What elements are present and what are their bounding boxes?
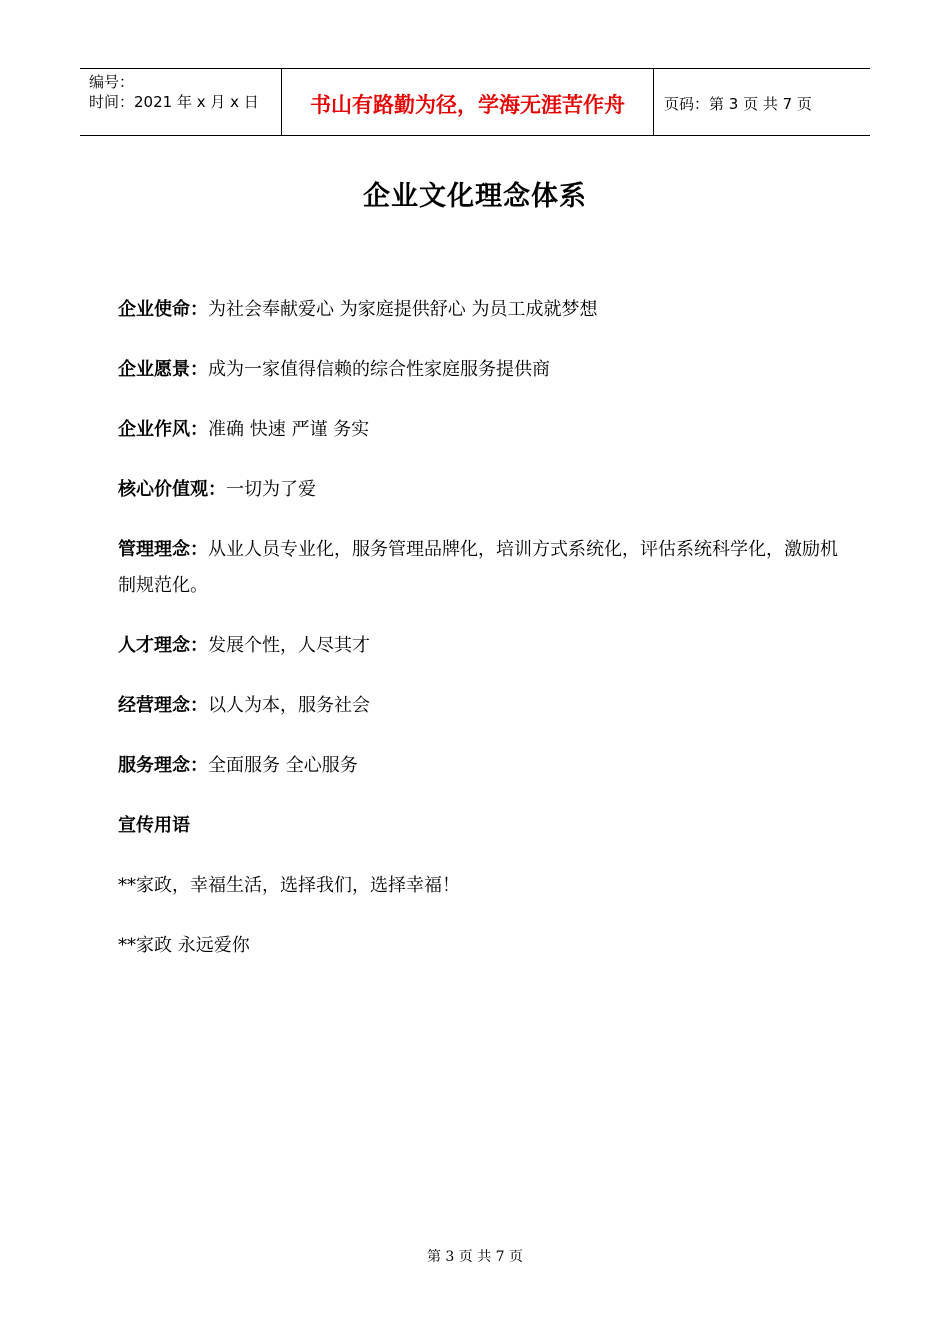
item-style: 企业作风：准确 快速 严谨 务实 [118, 419, 370, 440]
header-meta [80, 69, 281, 135]
date-label: 时间：2021 年 x 月 x 日 [89, 93, 259, 111]
document-body [118, 292, 838, 988]
page-title: 企业文化理念体系 [363, 181, 587, 212]
page-footer: 第 3 页 共 7 页 [426, 1249, 524, 1265]
header-page-cell [654, 69, 870, 135]
item-core-values: 核心价值观：一切为了爱 [118, 479, 316, 500]
item-vision: 企业愿景：成为一家值得信赖的综合性家庭服务提供商 [118, 359, 550, 380]
number-label: 编号： [89, 73, 135, 91]
item-business: 经营理念：以人为本，服务社会 [118, 695, 370, 716]
header-motto-cell [281, 69, 654, 135]
motto: 书山有路勤为径，学海无涯苦作舟 [310, 93, 625, 117]
slogan-1: **家政，幸福生活，选择我们，选择幸福！ [118, 875, 460, 896]
item-management: 管理理念：从业人员专业化，服务管理品牌化，培训方式系统化，评估系统科学化，激励机制规范化。 [118, 539, 838, 596]
slogan-2: **家政 永远爱你 [118, 935, 250, 956]
document-header [80, 68, 870, 136]
page-label: 页码：第 3 页 共 7 页 [664, 95, 812, 113]
item-talent: 人才理念：发展个性，人尽其才 [118, 635, 370, 656]
item-slogan-heading: 宣传用语 [118, 815, 190, 836]
item-service: 服务理念：全面服务 全心服务 [118, 755, 358, 776]
item-mission: 企业使命：为社会奉献爱心 为家庭提供舒心 为员工成就梦想 [118, 299, 598, 320]
